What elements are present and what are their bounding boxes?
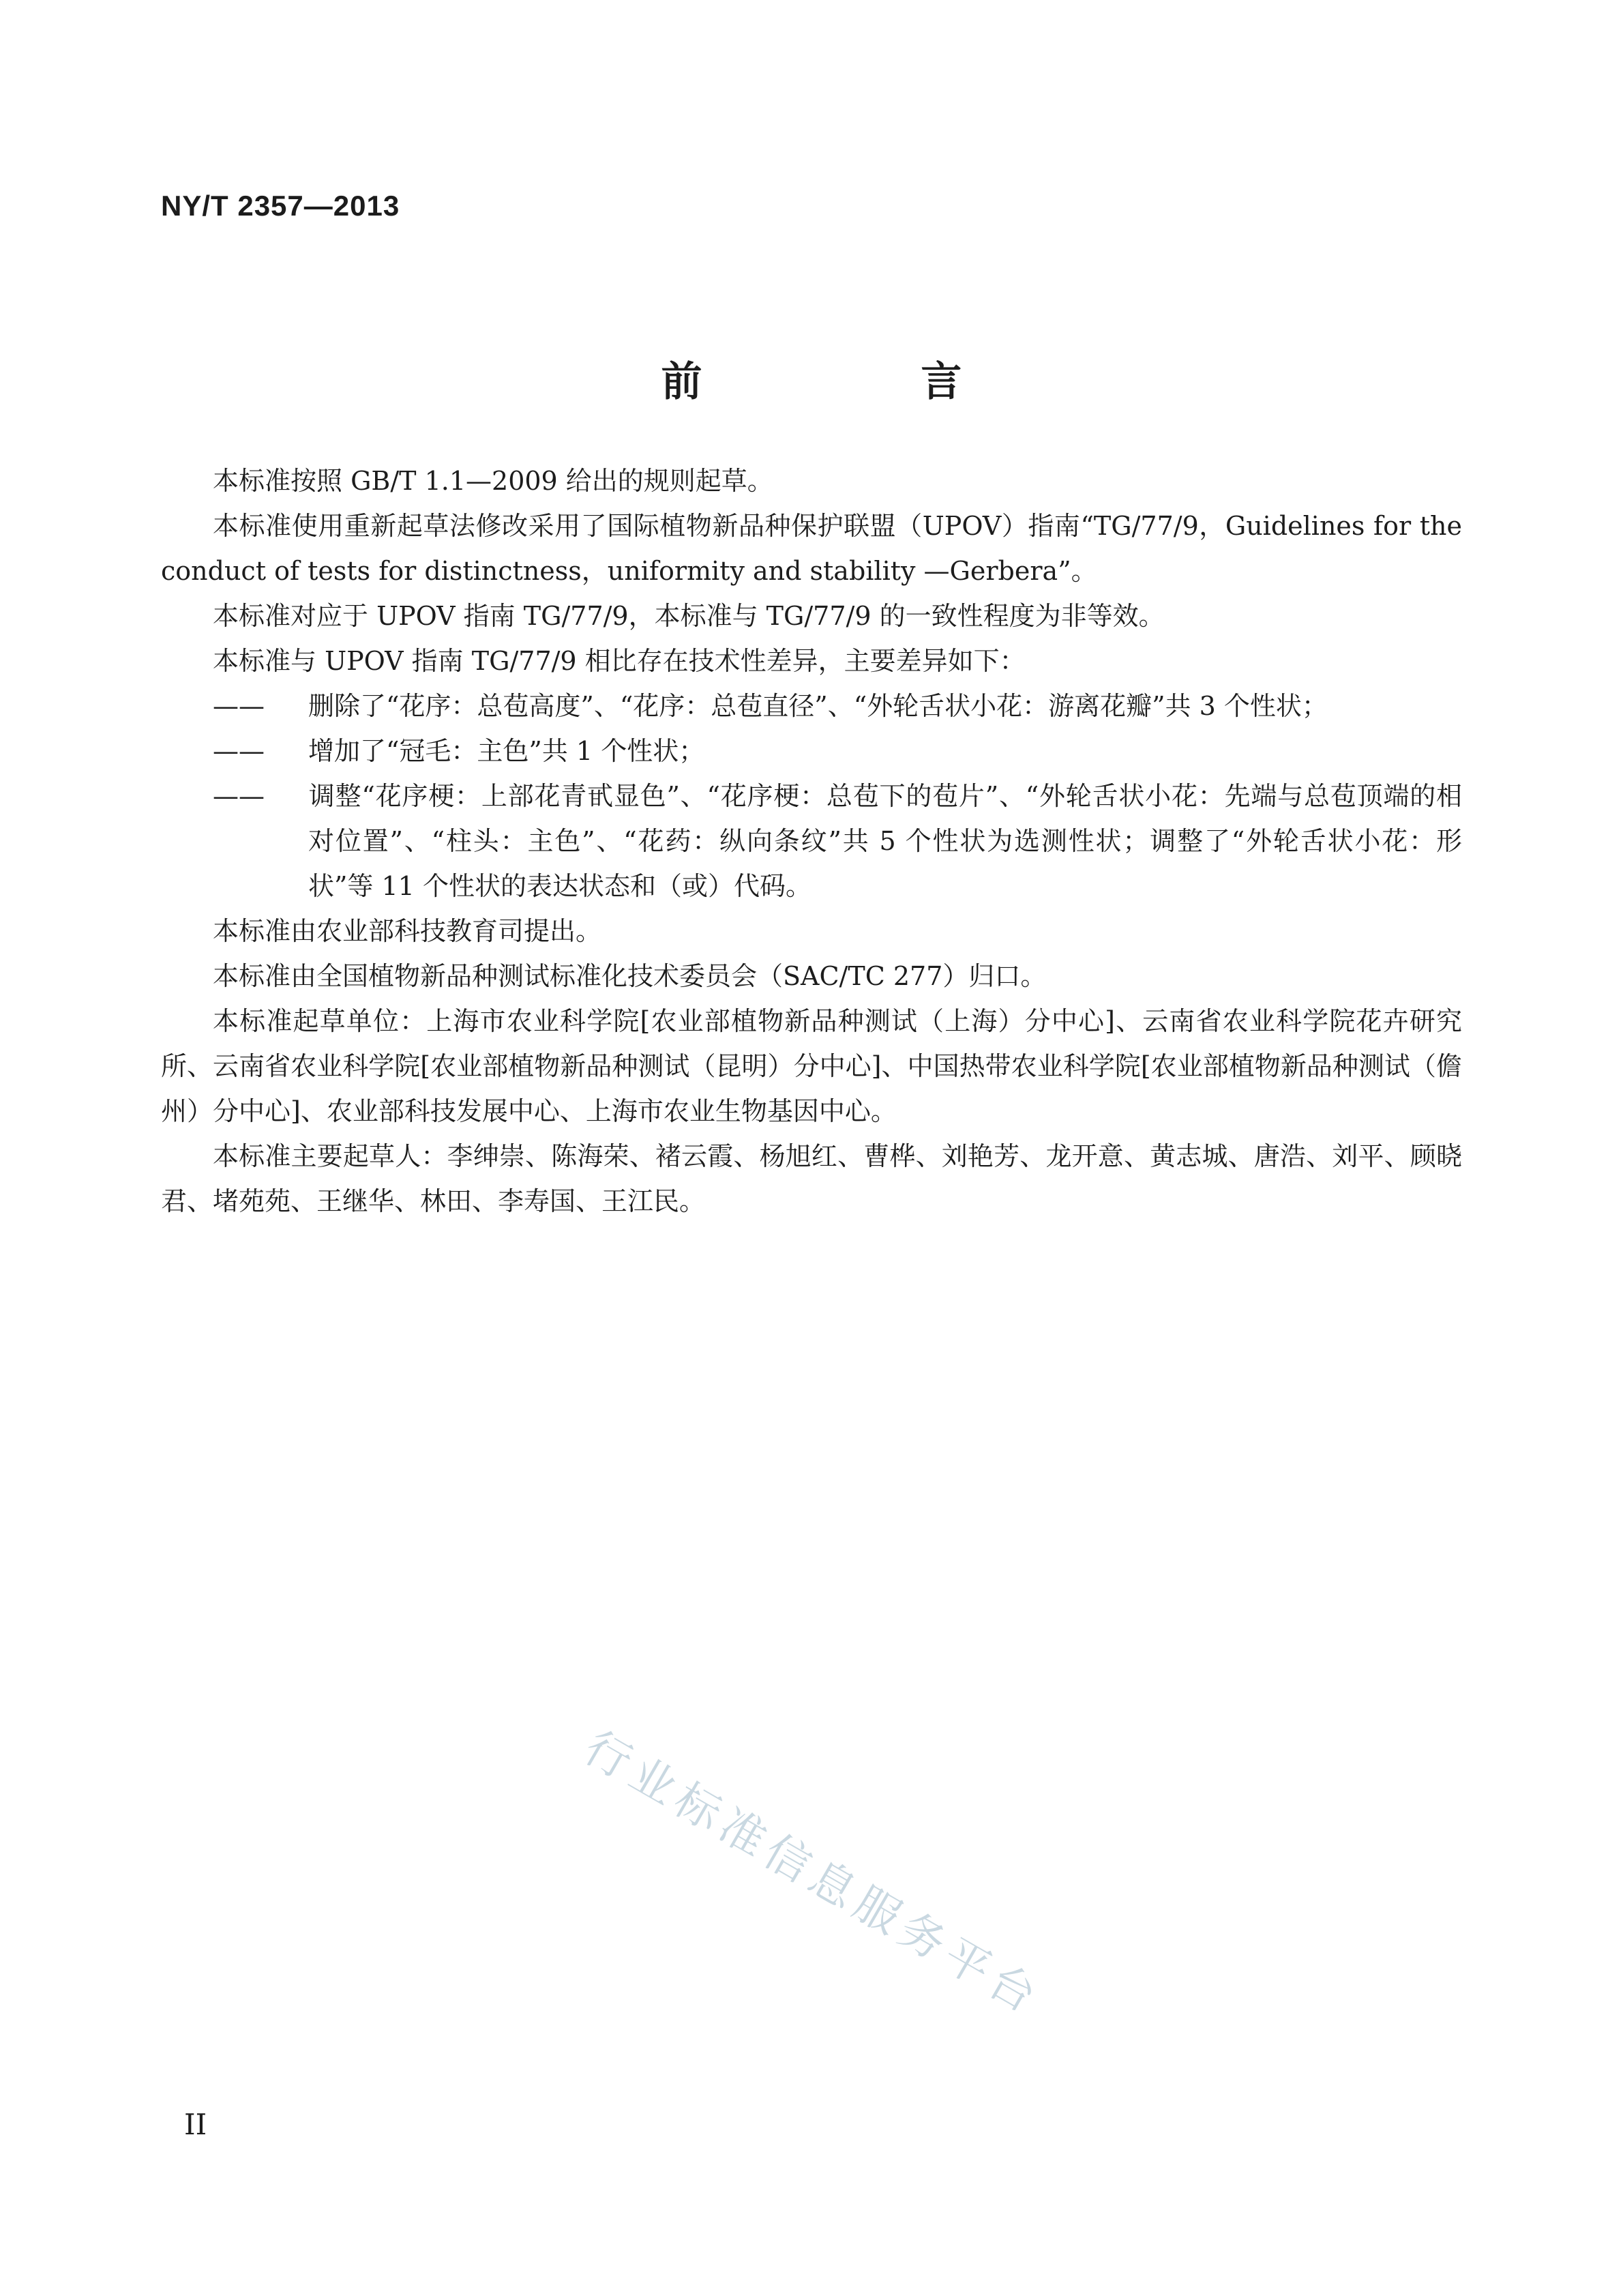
paragraph: 本标准使用重新起草法修改采用了国际植物新品种保护联盟（UPOV）指南“TG/77/9，Guidelines for the conduct of tests for distinctness，uniformity and stability —Gerbera”。	[161, 511, 1462, 586]
standard-code: NY/T 2357—2013	[161, 190, 400, 222]
paragraph: 本标准对应于 UPOV 指南 TG/77/9，本标准与 TG/77/9 的一致性程度为非等效。	[213, 601, 1165, 631]
paragraph: 本标准起草单位：上海市农业科学院[农业部植物新品种测试（上海）分中心]、云南省农业科学院花卉研究所、云南省农业科学院[农业部植物新品种测试（昆明）分中心]、中国热带农业科学院[农业部植物新品种测试（儋州）分中心]、农业部科技发展中心、上海市农业生物基因中心。	[161, 1006, 1462, 1126]
list-item	[213, 683, 1462, 728]
differences-list	[161, 683, 1462, 909]
list-item-text: 删除了“花序：总苞高度”、“花序：总苞直径”、“外轮舌状小花：游离花瓣”共 3 个性状；	[308, 691, 1328, 721]
paragraph: 本标准与 UPOV 指南 TG/77/9 相比存在技术性差异，主要差异如下：	[213, 646, 1026, 676]
list-dash: ——	[213, 781, 265, 811]
list-item	[213, 728, 1462, 774]
list-dash: ——	[213, 736, 265, 766]
list-item	[213, 774, 1462, 909]
list-item-text: 调整“花序梗：上部花青甙显色”、“花序梗：总苞下的苞片”、“外轮舌状小花：先端与总苞顶端的相对位置”、“柱头：主色”、“花药：纵向条纹”共 5 个性状为选测性状；调整了“外轮舌状小花：形状”等 11 个性状的表达状态和（或）代码。	[308, 781, 1462, 901]
page-title: 前 言	[661, 358, 1064, 406]
foreword-content	[161, 458, 1462, 1224]
paragraph: 本标准按照 GB/T 1.1—2009 给出的规则起草。	[213, 466, 773, 496]
paragraph: 本标准由农业部科技教育司提出。	[213, 916, 602, 946]
page-number: II	[184, 2108, 207, 2141]
watermark: 行业标准信息服务平台	[576, 1720, 1051, 2026]
list-item-text: 增加了“冠毛：主色”共 1 个性状；	[308, 736, 705, 766]
paragraph: 本标准主要起草人：李绅崇、陈海荣、褚云霞、杨旭红、曹桦、刘艳芳、龙开意、黄志城、唐浩、刘平、顾晓君、堵苑苑、王继华、林田、李寿国、王江民。	[161, 1141, 1462, 1216]
paragraph: 本标准由全国植物新品种测试标准化技术委员会（SAC/TC 277）归口。	[213, 961, 1047, 991]
list-dash: ——	[213, 691, 265, 721]
